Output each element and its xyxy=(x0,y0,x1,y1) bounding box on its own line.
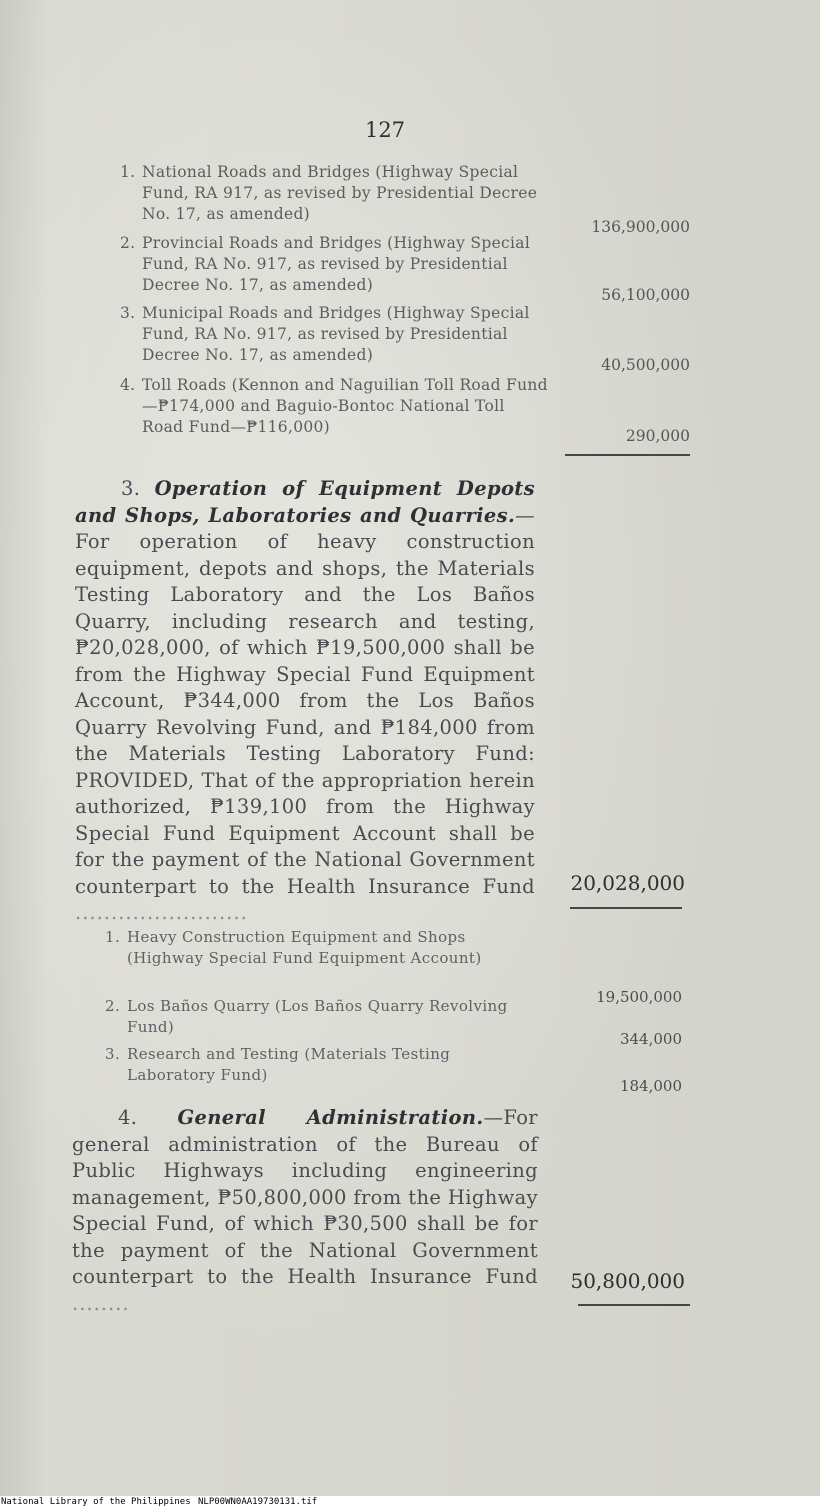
item-text: Municipal Roads and Bridges (Highway Special Fund, RA No. 917, as revised by Presidential Decree No. 17, as amended) xyxy=(142,304,530,364)
item-text: Provincial Roads and Bridges (Highway Special Fund, RA No. 917, as revised by Presidential Decree No. 17, as amended) xyxy=(142,234,531,294)
section-3-item-1 xyxy=(105,927,535,969)
road-amount-1: 136,900,000 xyxy=(591,218,690,236)
road-item-2 xyxy=(120,233,550,296)
section-3-item-2 xyxy=(105,996,535,1038)
footer-library: National Library of the Philippines xyxy=(1,1497,191,1507)
section-heading: General Administration. xyxy=(177,1106,484,1129)
item-number: 3. xyxy=(120,304,136,322)
road-amount-4: 290,000 xyxy=(625,427,690,445)
item-number: 2. xyxy=(120,234,136,252)
item-text: Toll Roads (Kennon and Naguilian Toll Road Fund—₱174,000 and Baguio-Bontoc National Toll Road Fund—₱116,000) xyxy=(142,376,548,436)
section-3-rule xyxy=(570,907,682,909)
section-3-item-3 xyxy=(105,1044,535,1086)
road-amount-2: 56,100,000 xyxy=(601,286,690,304)
road-amount-3: 40,500,000 xyxy=(601,356,690,374)
section-3-amount-3: 184,000 xyxy=(619,1077,682,1095)
section-4-rule xyxy=(578,1304,690,1306)
section-3-amount-1: 19,500,000 xyxy=(596,988,682,1006)
item-number: 1. xyxy=(105,928,121,946)
total-rule xyxy=(565,454,690,456)
proviso-label: PROVIDED, xyxy=(75,768,195,792)
section-body-continued: That of the appropriation herein authorized, ₱139,100 from the Highway Special Fund Equipment Account shall be for the payment of the National Government counterpart to the Health Insurance Fund xyxy=(75,768,535,898)
section-3-paragraph: 3. Operation of Equipment Depots and Shops, Laboratories and Quarries.—For operation of heavy construction equipment, depots and shops, the Materials Testing Laboratory and the Los Baños Quarry, including research and testing, ₱20,028,000, of which ₱19,500,000 shall be from the Highway Special Fund Equipment Account, ₱344,000 from the Los Baños Quarry Revolving Fund, and ₱184,000 from the Materials Testing Laboratory Fund: PROVIDED, That of the appropriation herein authorized, ₱139,100 from the Highway Special Fund Equipment Account shall be for the payment of the National Government counterpart to the Health Insurance Fund ........................ xyxy=(75,477,535,924)
road-item-4 xyxy=(120,375,550,438)
section-4-amount: 50,800,000 xyxy=(570,1269,685,1293)
section-number: 3. xyxy=(121,477,141,500)
section-3-amount-2: 344,000 xyxy=(619,1030,682,1048)
item-number: 1. xyxy=(120,163,136,181)
footer-filename: NLP00WN0AA19730131.tif xyxy=(198,1497,318,1507)
section-body: —For operation of heavy construction equipment, depots and shops, the Materials Testing Laboratory and the Los Baños Quarry, including research and testing, ₱20,028,000, of which ₱19,500,000 shall be from the Highway Special Fund Equipment Account, ₱344,000 from the Los Baños Quarry Revolving Fund, and ₱184,000 from the Materials Testing Laboratory Fund: xyxy=(75,503,535,765)
item-number: 4. xyxy=(120,376,136,394)
section-3-amount: 20,028,000 xyxy=(570,871,685,895)
item-number: 3. xyxy=(105,1045,121,1063)
item-text: Research and Testing (Materials Testing Laboratory Fund) xyxy=(127,1045,451,1084)
scan-footer xyxy=(0,1496,820,1508)
road-item-1 xyxy=(120,162,550,225)
section-number: 4. xyxy=(118,1106,138,1129)
item-text: National Roads and Bridges (Highway Special Fund, RA 917, as revised by Presidential Decree No. 17, as amended) xyxy=(142,163,538,223)
item-text: Los Baños Quarry (Los Baños Quarry Revolving Fund) xyxy=(127,997,508,1036)
road-item-3 xyxy=(120,303,550,366)
page-number: 127 xyxy=(364,118,406,142)
section-heading: Operation of Equipment Depots and Shops, Laboratories and Quarries. xyxy=(75,477,535,527)
item-number: 2. xyxy=(105,997,121,1015)
section-body: —For general administration of the Bureau of Public Highways including engineering management, ₱50,800,000 from the Highway Special Fund, of which ₱30,500 shall be for the payment of the National Government counterpart to the Health Insurance Fund xyxy=(72,1106,538,1288)
item-text: Heavy Construction Equipment and Shops (Highway Special Fund Equipment Account) xyxy=(127,928,482,967)
section-4-paragraph: 4. General Administration.—For general administration of the Bureau of Public Highways including engineering management, ₱50,800,000 from the Highway Special Fund, of which ₱30,500 shall be for the payment of the National Government counterpart to the Health Insurance Fund ........ xyxy=(72,1106,538,1315)
